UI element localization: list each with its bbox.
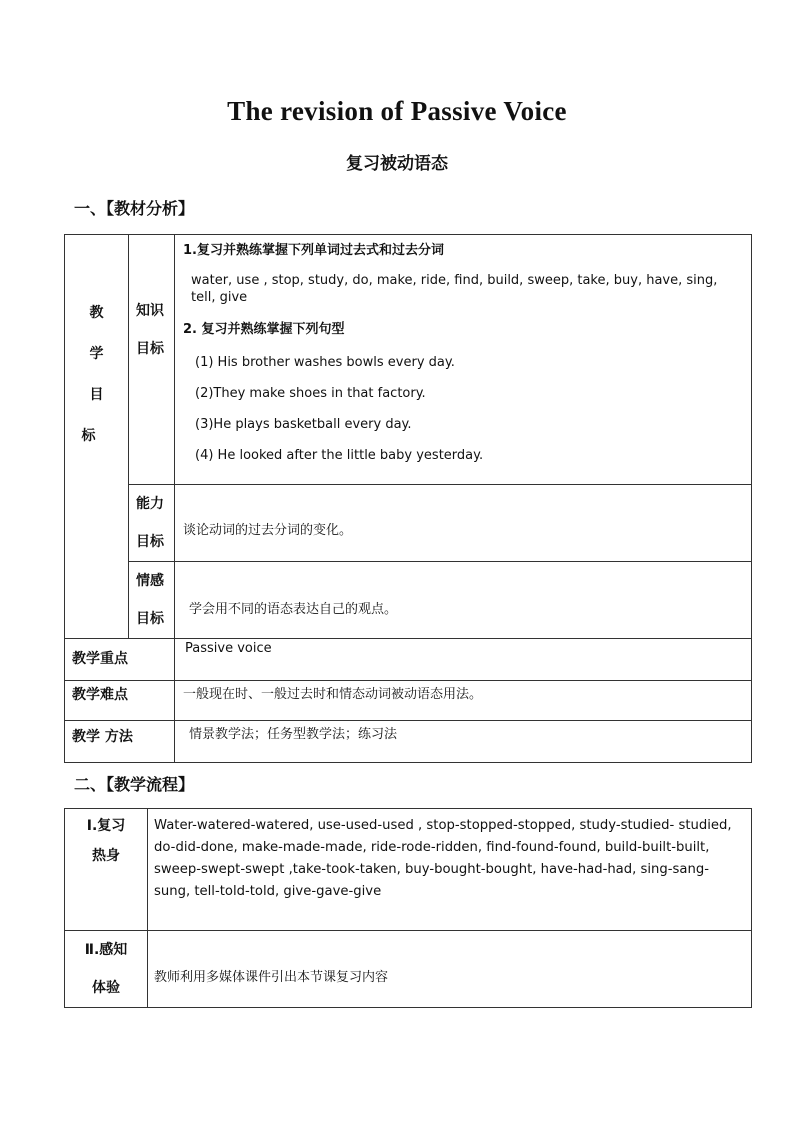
label-line: 目标 — [136, 341, 164, 357]
label-line: 教学难点 — [72, 687, 128, 703]
label-line: 知识 — [136, 303, 164, 319]
label-line: 体验 — [92, 980, 120, 996]
perception-content — [148, 931, 752, 1008]
document-subtitle: 复习被动语态 — [346, 154, 448, 174]
label-line: Ⅰ.复习 — [86, 818, 126, 834]
label-line: 教学 方法 — [72, 729, 133, 745]
knowledge-goal-label — [129, 235, 175, 485]
teaching-goals-label — [65, 235, 129, 639]
difficulty-label — [65, 681, 175, 721]
label-line: Ⅱ.感知 — [84, 942, 128, 958]
emotion-goal-content — [175, 562, 752, 639]
goals-label-char: 学 — [89, 346, 104, 362]
goals-label-char: 目 — [89, 387, 104, 403]
analysis-table — [64, 234, 752, 763]
goals-label-char: 标 — [81, 428, 96, 444]
knowledge-heading-2: 2. 复习并熟练掌握下列句型 — [183, 322, 345, 337]
ability-goal-label — [129, 485, 175, 562]
review-warmup-content — [148, 809, 752, 931]
sentence-item: (1) His brother washes bowls every day. — [195, 355, 455, 370]
key-point-text: Passive voice — [185, 641, 272, 656]
key-point-label — [65, 639, 175, 681]
ability-text: 谈论动词的过去分词的变化。 — [183, 523, 353, 538]
method-text: 情景教学法；任务型教学法；练习法 — [189, 727, 398, 742]
emotion-text: 学会用不同的语态表达自己的观点。 — [189, 602, 398, 617]
method-label — [65, 721, 175, 763]
difficulty-content — [175, 681, 752, 721]
goals-label-char: 教 — [89, 305, 104, 321]
perception-label — [65, 931, 148, 1008]
knowledge-heading-1: 1.复习并熟练掌握下列单词过去式和过去分词 — [183, 243, 444, 258]
verb-forms-text: Water-watered-watered, use-used-used , stop-stopped-stopped, study-studied- studied, do-did-done, make-made-made, ride-rode-ridden, find-found-found, build-built-built, sweep-swept-swept ,take-took-taken, buy-bought-bought, have-had-had, sing-sang-sung, tell-told-told, give-gave-give — [154, 818, 732, 899]
process-table — [64, 808, 752, 1008]
section-heading-analysis: 一、【教材分析】 — [74, 199, 195, 218]
sentence-item: (4) He looked after the little baby yesterday. — [195, 448, 484, 463]
sentence-item: (2)They make shoes in that factory. — [195, 386, 426, 401]
label-line: 目标 — [136, 611, 164, 627]
ability-goal-content — [175, 485, 752, 562]
perception-text: 教师利用多媒体课件引出本节课复习内容 — [154, 970, 389, 985]
label-line: 教学重点 — [72, 651, 128, 667]
review-warmup-label — [65, 809, 148, 931]
difficulty-text: 一般现在时、一般过去时和情态动词被动语态用法。 — [183, 687, 483, 702]
label-line: 能力 — [136, 496, 164, 512]
key-point-content — [175, 639, 752, 681]
section-heading-process: 二、【教学流程】 — [74, 775, 195, 794]
emotion-goal-label — [129, 562, 175, 639]
document-title: The revision of Passive Voice — [227, 96, 567, 126]
sentence-list — [175, 337, 751, 471]
word-list-text: water, use , stop, study, do, make, ride, find, build, sweep, take, buy, have, sing, tell, give — [191, 273, 718, 305]
label-line: 情感 — [136, 573, 164, 589]
label-line: 热身 — [92, 848, 120, 864]
knowledge-goal-content — [175, 235, 752, 485]
label-line: 目标 — [136, 534, 164, 550]
method-content — [175, 721, 752, 763]
word-list — [175, 258, 751, 306]
sentence-item: (3)He plays basketball every day. — [195, 417, 412, 432]
